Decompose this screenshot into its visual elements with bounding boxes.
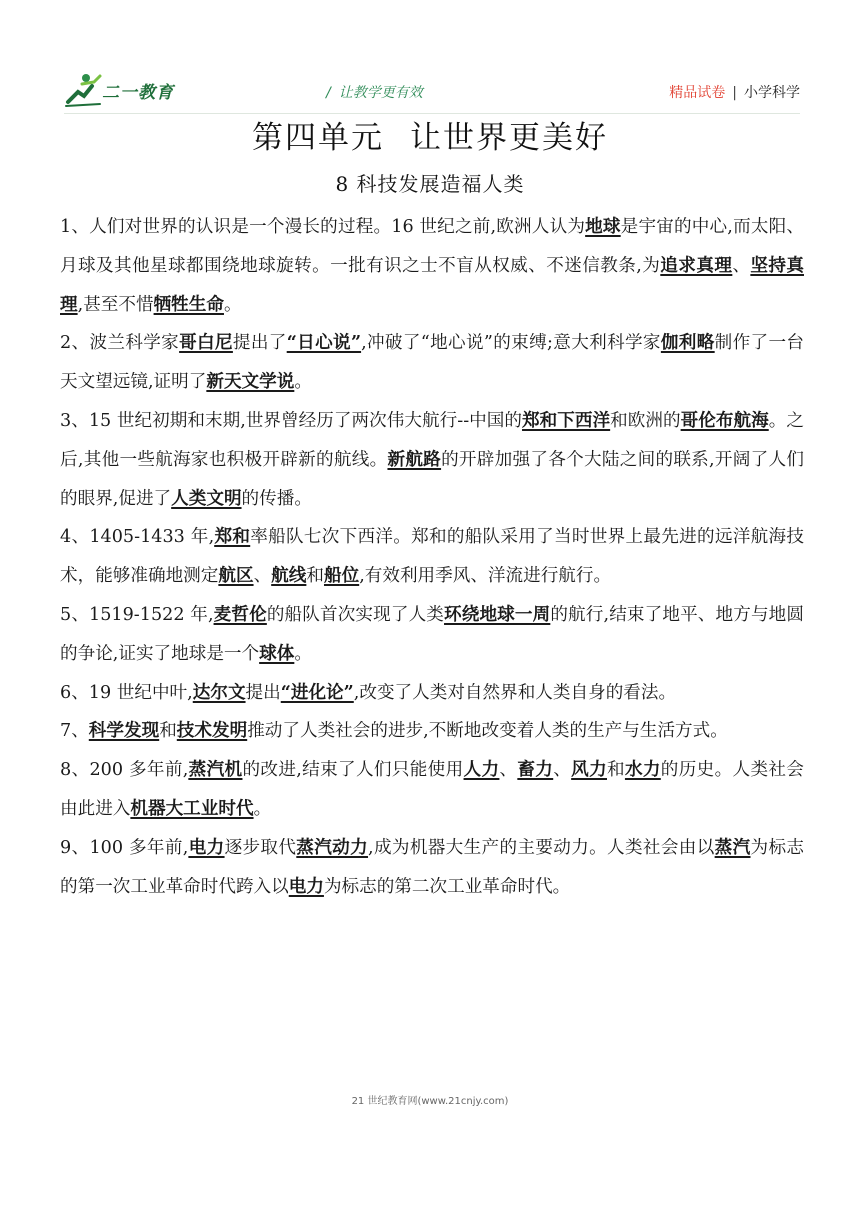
key-term: 航线	[271, 565, 307, 587]
key-term: 哥伦布航海	[680, 409, 769, 431]
note-text: 。之后,其他一些航海家也积极开辟新的航线。	[60, 410, 804, 470]
key-term: 电力	[288, 875, 324, 897]
key-term: 蒸汽动力	[296, 836, 369, 858]
lesson-title: 8 科技发展造福人类	[335, 172, 525, 196]
key-term: 麦哲伦	[213, 603, 267, 625]
key-term: 船位	[323, 565, 360, 587]
logo-text: 二一教育	[102, 83, 174, 103]
key-term: 哥白尼	[179, 332, 233, 354]
key-term: 畜力	[517, 759, 554, 781]
key-term: 机器大工业时代	[130, 797, 254, 819]
key-term: 电力	[188, 836, 225, 858]
note-text: 2、波兰科学家	[60, 333, 180, 354]
key-term: “日心说”	[286, 332, 362, 354]
note-text: 推动了人类社会的进步,不断地改变着人类的生产与生活方式。	[247, 721, 728, 742]
note-text: 6、19 世纪中叶,	[60, 682, 193, 703]
note-text: 是宇宙的中心,而太阳、月球及其他星球都围绕地球旋转。一批有识之士不盲从权威、不迷信教条,为	[60, 217, 804, 276]
key-term: 环绕地球一周	[444, 603, 551, 625]
note-text: 逐步取代	[224, 837, 297, 858]
footer-source: 21 世纪教育网(www.21cnjy.com)	[351, 1096, 509, 1107]
note-paragraph	[60, 829, 804, 907]
note-text: 3、15 世纪初期和末期,世界曾经历了两次伟大航行--中国的	[60, 410, 523, 431]
note-paragraph	[60, 208, 804, 324]
key-term: 技术发明	[176, 720, 248, 742]
note-paragraph	[60, 712, 804, 751]
note-text: 的传播。	[241, 488, 312, 509]
note-text: 、	[732, 255, 751, 276]
key-term: 新航路	[387, 448, 442, 470]
note-text: 4、1405-1433 年,	[60, 527, 215, 548]
key-term: 蒸汽机	[188, 759, 243, 781]
note-text: 和	[159, 721, 177, 742]
note-text: 率船队七次下西洋。郑和的船队采用了当时世界上最先进的远洋航海技术，能够准确地测定	[60, 527, 804, 587]
note-text: 5、1519-1522 年,	[60, 604, 214, 625]
key-term: 蒸汽	[714, 836, 751, 858]
note-text: 的历史。人类社会由此进入	[60, 760, 804, 819]
key-term: 航区	[218, 565, 254, 587]
note-text: 的航行,结束了地平、地方与地圆的争论,证实了地球是一个	[60, 604, 804, 664]
note-paragraph	[60, 518, 804, 596]
note-paragraph	[60, 751, 804, 829]
unit-name: 让世界更美好	[410, 120, 608, 156]
notes-content	[60, 208, 804, 906]
note-text: 和欧洲的	[610, 410, 681, 431]
key-term: 地球	[585, 216, 621, 237]
slogan	[326, 82, 423, 102]
note-text: 和	[607, 760, 625, 781]
note-text: 、	[553, 760, 572, 781]
key-term: “进化论”	[280, 681, 354, 703]
slogan-text: 让教学更有效	[338, 85, 423, 101]
note-text: 、	[253, 566, 272, 587]
tag-subject: 小学科学	[744, 85, 800, 101]
key-term: 坚持真理	[60, 254, 804, 315]
note-text: 、	[499, 760, 518, 781]
unit-number: 第四单元	[252, 120, 384, 156]
key-term: 水力	[624, 759, 661, 781]
note-text: ,甚至不惜	[77, 294, 154, 315]
note-text: 。	[294, 372, 312, 393]
tag-premium: 精品试卷	[669, 85, 726, 101]
note-text: 为标志的第二次工业革命时代。	[323, 876, 571, 897]
key-term: 郑和下西洋	[522, 409, 611, 431]
note-text: 。	[223, 294, 242, 315]
note-text: ,成为机器大生产的主要动力。人类社会由以	[368, 837, 715, 858]
brand-logo	[64, 72, 194, 108]
note-text: 。	[294, 643, 312, 664]
note-text: 为标志的第一次工业革命时代跨入以	[60, 837, 804, 897]
key-term: 追求真理	[660, 254, 733, 276]
note-text: 1、人们对世界的认识是一个漫长的过程。16 世纪之前,欧洲人认为	[60, 217, 586, 237]
key-term: 科学发现	[88, 720, 160, 742]
key-term: 球体	[259, 642, 295, 664]
note-paragraph	[60, 674, 804, 713]
slash-icon: /	[326, 85, 331, 101]
key-term: 新天文学说	[206, 371, 295, 393]
key-term: 郑和	[214, 526, 251, 548]
note-text: ,冲破了“地心说”的束缚;意大利科学家	[361, 333, 661, 354]
key-term: 人类文明	[171, 487, 242, 509]
key-term: 人力	[463, 759, 500, 781]
note-text: 的改进,结束了人们只能使用	[242, 760, 464, 781]
note-paragraph	[60, 596, 804, 674]
note-text: 提出	[245, 682, 281, 703]
note-text: ,有效利用季风、洋流进行航行。	[359, 566, 612, 587]
note-paragraph	[60, 324, 804, 402]
note-text: 的开辟加强了各个大陆之间的联系,开阔了人们的眼界,促进了	[60, 449, 804, 509]
note-text: 和	[306, 566, 324, 587]
runner-logo-icon	[64, 72, 104, 108]
page-header	[64, 70, 800, 110]
note-text: 。	[253, 798, 272, 819]
tag-separator: |	[732, 85, 737, 101]
note-text: 的船队首次实现了人类	[266, 604, 445, 625]
note-paragraph	[60, 402, 804, 518]
note-text: 8、200 多年前,	[60, 760, 189, 781]
key-term: 达尔文	[192, 681, 246, 703]
unit-title	[0, 112, 860, 157]
key-term: 牺牲生命	[153, 293, 224, 315]
note-text: ,改变了人类对自然界和人类自身的看法。	[353, 682, 677, 703]
key-term: 风力	[571, 759, 607, 781]
key-term: 伽利略	[660, 332, 715, 354]
note-text: 7、	[60, 721, 89, 742]
note-text: 9、100 多年前,	[60, 837, 189, 858]
note-text: 制作了一台天文望远镜,证明了	[60, 333, 804, 393]
note-text: 提出了	[232, 333, 287, 354]
header-tags	[669, 82, 800, 102]
